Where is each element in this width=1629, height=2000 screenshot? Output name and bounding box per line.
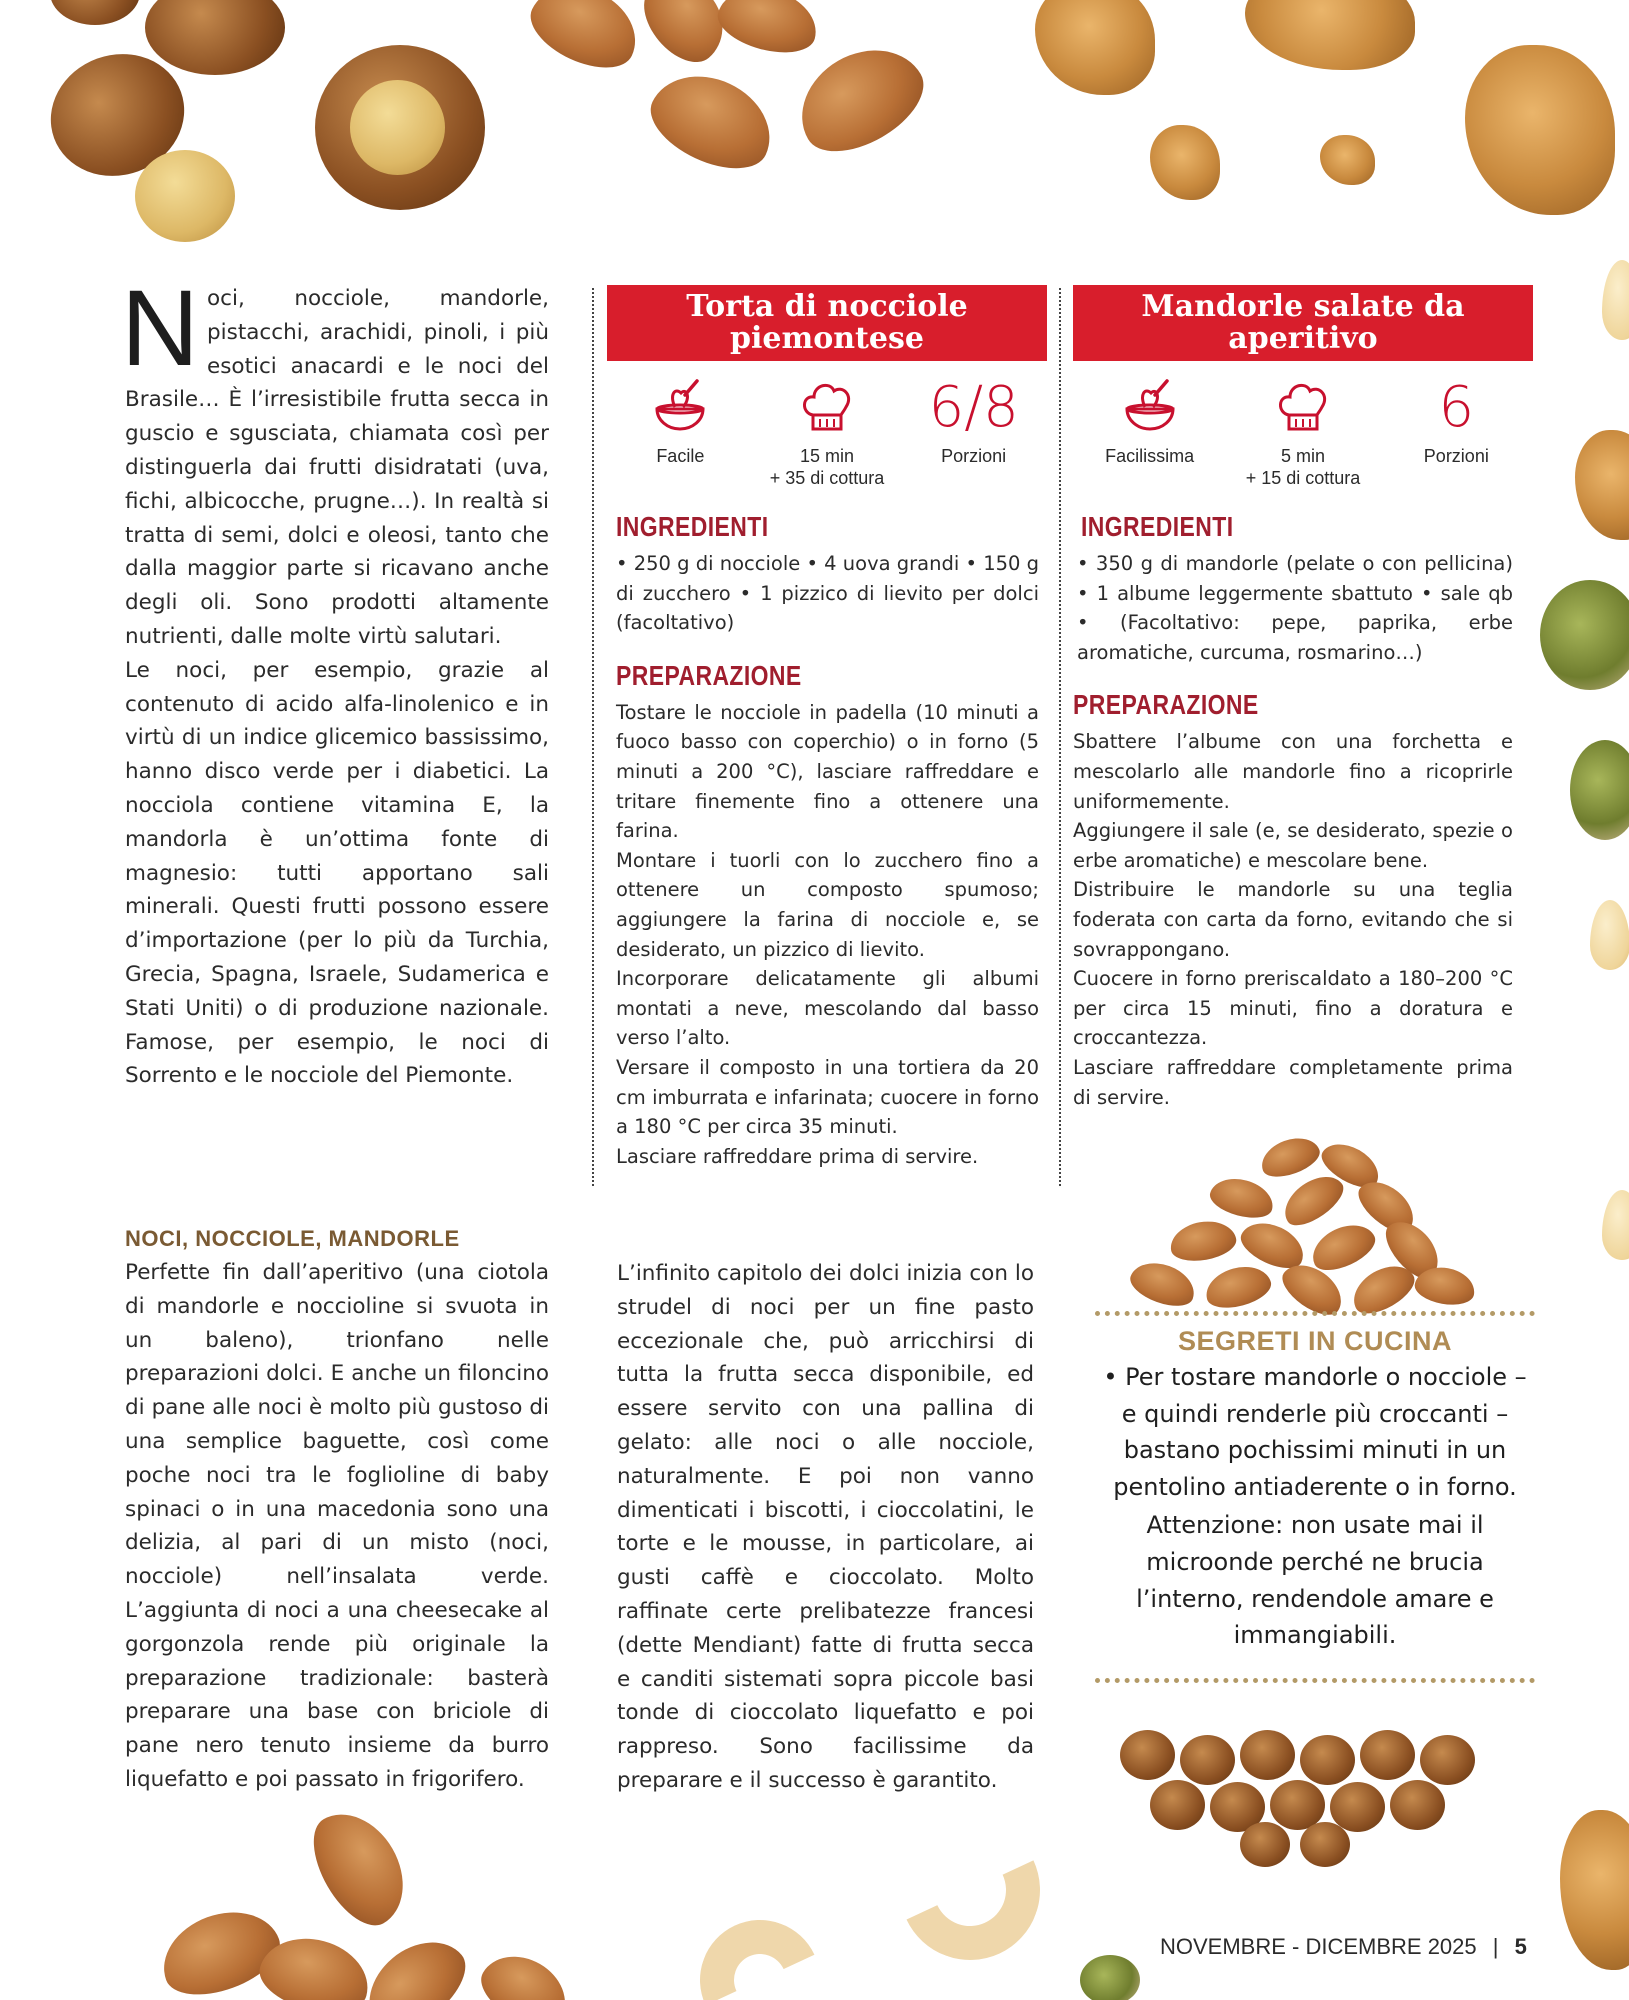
- top-nuts-photo: [0, 0, 1629, 270]
- almond-image: [1206, 1172, 1277, 1223]
- time: [1233, 377, 1373, 489]
- right-edge-nuts: [1540, 250, 1629, 2000]
- servings-label: Porzioni: [1423, 446, 1489, 466]
- walnut-image: [1245, 0, 1415, 70]
- ingredients-heading: INGREDIENTI: [1081, 511, 1234, 542]
- page-footer: [1160, 1934, 1527, 1960]
- almond-image: [782, 28, 939, 169]
- intro-paragraph: [121, 267, 549, 654]
- almond-image: [1201, 1260, 1275, 1314]
- recipe-card-torta: [607, 285, 1047, 1171]
- almond-image: [1167, 1217, 1239, 1266]
- hazelnut-image: [1120, 1730, 1175, 1780]
- almond-image: [1256, 1131, 1324, 1183]
- hazelnut-image: [145, 0, 285, 75]
- whisk-bowl-icon: [649, 377, 711, 439]
- pine-nut-image: [1602, 260, 1629, 340]
- servings-value: 6/8: [928, 375, 1019, 440]
- ingredients-list: • 350 g di mandorle (pelate o con pellicina) • 1 albume leggermente sbattuto • sale qb • (Facoltativo: pepe, paprika, erbe aromatiche, curcuma, rosmarino…): [1077, 552, 1513, 664]
- preparation-step: Montare i tuorli con lo zucchero fino a ottenere un composto spumoso; aggiungere la farina di nocciole e, se desiderato, un pizzico di lievito.: [616, 848, 1039, 961]
- preparation-step: Incorporare delicatamente gli albumi montati a neve, mescolando dal basso verso l’alto.: [616, 967, 1039, 1050]
- walnut-image: [1150, 125, 1220, 200]
- intro-paragraph-2: Le noci, per esempio, grazie al contenuto di acido alfa-linolenico e in virtù di un indice glicemico bassissimo, hanno disco verde per i diabetici. La nocciola contiene vitamina E, la mandorla è un’ottima fonte di magnesio: tutti apportano sali minerali. Questi frutti possono essere d’importazione (per lo più da Turchia, Grecia, Spagna, Israele, Sudamerica e Stati Uniti) o di produzione nazionale. Famose, per esempio, le noci di Sorrento e le nocciole del Piemonte.: [125, 657, 549, 1089]
- ingredients-list: • 250 g di nocciole • 4 uova grandi • 150 g di zucchero • 1 pizzico di lievito per dolci (facoltativo): [616, 552, 1039, 635]
- secrets-warning: Attenzione: non usate mai il microonde perché ne brucia l’interno, rendendole amare e immangiabili.: [1136, 1511, 1494, 1650]
- secrets-tip: • Per tostare mandorle o nocciole – e quindi renderle più croccanti – bastano pochissimi minuti in un pentolino antiaderente o in forno.: [1103, 1363, 1527, 1501]
- preparation-step: Cuocere in forno preriscaldato a 180–200 °C per circa 15 minuti, fino a doratura e croccantezza.: [1073, 967, 1513, 1050]
- preparation-heading: PREPARAZIONE: [1073, 689, 1259, 721]
- hazelnut-image: [1360, 1730, 1415, 1780]
- middle-article: [617, 1257, 1034, 1798]
- almond-image: [712, 0, 824, 62]
- column-divider: [1059, 288, 1061, 1186]
- time-cooking-label: + 15 di cottura: [1245, 468, 1361, 488]
- walnut-image: [1035, 0, 1155, 95]
- recipe-meta: [607, 377, 1047, 497]
- preparation-heading: PREPARAZIONE: [616, 659, 802, 691]
- preparation-step: Versare il composto in una tortiera da 20 cm imburrata e infarinata; cuocere in forno a 180 °C per circa 35 minuti.: [616, 1055, 1039, 1139]
- whisk-bowl-icon: [1119, 377, 1181, 439]
- servings-label: Porzioni: [941, 446, 1007, 466]
- preparation-step: Distribuire le mandorle su una teglia foderata con carta da forno, evitando che si sovrappongano.: [1073, 878, 1513, 961]
- chef-hat-icon: [796, 377, 858, 439]
- footer-separator: |: [1492, 1934, 1499, 1959]
- issue-date: NOVEMBRE - DICEMBRE 2025: [1160, 1934, 1477, 1959]
- almond-image: [298, 1797, 423, 1938]
- preparation-step: Lasciare raffreddare prima di servire.: [616, 1144, 979, 1168]
- hazelnut-kernel-image: [135, 150, 235, 242]
- preparation-step: Tostare le nocciole in padella (10 minuti a fuoco basso con coperchio) o in forno (5 minuti a 200 °C), lasciare raffreddare e tritare finemente fino a ottenere una farina.: [616, 700, 1039, 843]
- section-paragraph: Perfette fin dall’aperitivo (una ciotola di mandorle e noccioline si svuota in un baleno), trionfano nelle preparazioni dolci. E anche un filoncino di pane alle noci è molto più gustoso di una semplice baguette, così come poche noci tra le foglioline di baby spinaci o in una macedonia sono una delizia, al pari di un misto (noci, nocciole) nell’insalata verde. L’aggiunta di noci a una cheesecake al gorgonzola rende più originale la preparazione tradizionale: basterà preparare una base con briciole di pane nero tenuto insieme da burro liquefatto e poi passato in frigorifero.: [125, 1260, 549, 1792]
- time-label: 15 min: [799, 446, 854, 466]
- cashew-image: [880, 1800, 1059, 1979]
- difficulty-label: Facile: [656, 446, 705, 466]
- page-number: 5: [1514, 1934, 1527, 1959]
- pine-nut-image: [1602, 1190, 1629, 1260]
- servings-value: 6: [1438, 375, 1475, 440]
- secrets-title: SEGRETI IN CUCINA: [1177, 1326, 1453, 1356]
- time-cooking-label: + 35 di cottura: [769, 468, 885, 488]
- preparation-step: Sbattere l’albume con una forchetta e mescolarlo alle mandorle fino a ricoprirle uniformemente.: [1073, 730, 1513, 813]
- almond-image: [639, 57, 787, 184]
- hazelnut-image: [50, 0, 140, 25]
- difficulty: [1080, 377, 1220, 467]
- preparation-step: Lasciare raffreddare completamente prima di servire.: [1073, 1055, 1513, 1109]
- almond-pile-photo: [1110, 1140, 1490, 1310]
- walnut-image: [1560, 1810, 1629, 1970]
- dotted-rule-top: [1095, 1311, 1535, 1316]
- column-divider: [592, 288, 594, 1186]
- almond-image: [471, 1942, 579, 2000]
- nuts-section: [125, 1226, 549, 1797]
- hazelnut-image: [1390, 1780, 1445, 1830]
- hazelnut-image: [1150, 1780, 1205, 1830]
- recipe-body: [607, 511, 1047, 1171]
- recipe-body: [1073, 511, 1533, 1112]
- difficulty-label: Facilissima: [1105, 446, 1195, 466]
- middle-paragraph: L’infinito capitolo dei dolci inizia con lo strudel di noci per un fine pasto eccezionale che, può arricchirsi di tutta la frutta secca disponibile, ed essere servito con una pallina di gelato: alle noci o alle nocciole, naturalmente. E poi non vanno dimenticati i biscotti, i cioccolatini, le torte e le mousse, in particolare, ai gusti caffè e cioccolato. Molto raffinate certe prelibatezze francesi (dette Mendiant) fatte di frutta secca e canditi sistemati sopra piccole basi tonde di cioccolato liquefatto e poi rappreso. Sono facilissime da preparare e il successo è garantito.: [617, 1261, 1034, 1793]
- time-label: 5 min: [1280, 446, 1325, 466]
- almond-image: [1125, 1255, 1200, 1313]
- intro-text-1: oci, nocciole, mandorle, pistacchi, arachidi, pinoli, i più esotici anacardi e le noci del Brasile… È l’irresistibile frutta secca in guscio e sgusciata, chiamata così per distinguerla dai frutti disidratati (uva, fichi, albicocche, prugne…). In realtà si tratta di semi, dolci e oleosi, tanto che dalla maggior parte si ricavano anche degli oli. Sono prodotti altamente nutrienti, dalle molte virtù salutari.: [125, 286, 549, 649]
- recipe-meta: [1073, 377, 1533, 497]
- hazelnut-image: [1420, 1735, 1475, 1785]
- hazelnut-kernel-image: [350, 80, 445, 175]
- hazelnut-image: [1300, 1735, 1355, 1785]
- recipe-title: Mandorle salate da aperitivo: [1073, 285, 1533, 361]
- ingredients-heading: INGREDIENTI: [616, 511, 769, 542]
- preparation-step: Aggiungere il sale (e, se desiderato, spezie o erbe aromatiche) e mescolare bene.: [1073, 819, 1513, 872]
- recipe-title: Torta di nocciole piemontese: [607, 285, 1047, 361]
- time: [757, 377, 897, 489]
- hazelnut-image: [1180, 1735, 1235, 1785]
- section-heading: NOCI, NOCCIOLE, MANDORLE: [125, 1226, 460, 1251]
- intro-article: [121, 267, 549, 1093]
- chef-hat-icon: [1272, 377, 1334, 439]
- hazelnut-image: [1240, 1730, 1295, 1780]
- bottom-nuts-photo: [0, 1810, 1100, 2000]
- servings: [1386, 377, 1526, 467]
- secrets-box: [1095, 1311, 1535, 1683]
- almond-image: [520, 0, 650, 82]
- dotted-rule-bottom: [1095, 1678, 1535, 1683]
- pistachio-image: [1080, 1955, 1140, 2000]
- drop-cap: N: [121, 267, 199, 388]
- pine-nut-image: [1590, 900, 1629, 970]
- servings: [904, 377, 1044, 467]
- almond-image: [350, 1923, 479, 2000]
- cashew-image: [683, 1903, 837, 2000]
- hazelnut-image: [1300, 1822, 1350, 1867]
- hazelnut-pile-photo: [1100, 1730, 1500, 1870]
- walnut-image: [1575, 430, 1629, 540]
- walnut-image: [1465, 45, 1615, 215]
- pistachio-image: [1540, 580, 1629, 690]
- recipe-card-mandorle: [1073, 285, 1533, 1112]
- walnut-image: [1320, 135, 1375, 185]
- hazelnut-image: [1240, 1822, 1290, 1867]
- pistachio-image: [1570, 740, 1629, 840]
- difficulty: [610, 377, 750, 467]
